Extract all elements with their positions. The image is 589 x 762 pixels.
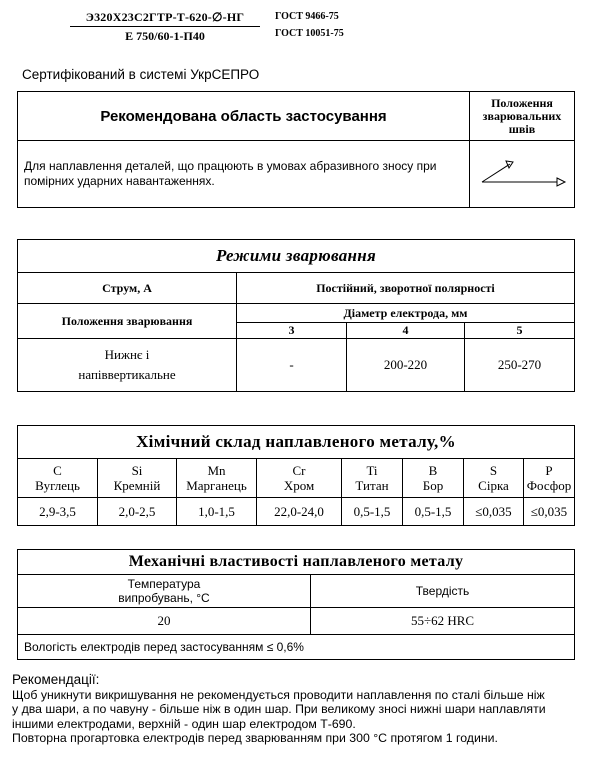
weld-position-arrows-icon xyxy=(472,152,572,192)
element-name: Титан xyxy=(355,478,389,493)
designation-line-1: Э320Х23С2ГТР-Т-620-∅-НГ xyxy=(70,10,260,27)
element-name: Сірка xyxy=(478,478,509,493)
application-table xyxy=(17,91,575,208)
electrode-moisture: Вологість електродів перед застосуванням ≤ 0,6% xyxy=(18,635,575,660)
recommendation-line: у два шари, а по чавуну - більше ніж в один шар. При великому зносі нижні шари наплавляти xyxy=(12,702,546,717)
element-cr xyxy=(257,459,342,498)
element-name: Кремній xyxy=(113,478,161,493)
weld-positions-title: Положення зварювальних швів xyxy=(470,92,575,141)
element-symbol: S xyxy=(489,463,498,478)
element-b xyxy=(403,459,464,498)
value-ti: 0,5-1,5 xyxy=(342,498,403,526)
certification-note: Сертифікований в системі УкрСЕПРО xyxy=(22,67,260,82)
element-name: Хром xyxy=(283,478,315,493)
element-symbol: Si xyxy=(131,463,143,478)
element-name: Вуглець xyxy=(35,478,80,493)
recommendations xyxy=(12,673,582,746)
element-p xyxy=(524,459,575,498)
element-name: Бор xyxy=(422,478,444,493)
recommendation-line: Щоб уникнути викришування не рекомендується проводити наплавлення по сталі більше ніж xyxy=(12,687,545,702)
test-temperature-value: 20 xyxy=(18,608,311,635)
value-cr: 22,0-24,0 xyxy=(257,498,342,526)
element-si xyxy=(98,459,177,498)
element-symbol: P xyxy=(545,463,553,478)
chemical-composition-table xyxy=(17,425,575,526)
designation-line-2: Е 750/60-1-П40 xyxy=(125,29,205,43)
element-symbol: C xyxy=(53,463,62,478)
hardness-label: Твердість xyxy=(311,575,575,608)
diameter-5: 5 xyxy=(465,323,575,339)
current-value: Постійний, зворотної полярності xyxy=(237,273,575,304)
element-name: Марганець xyxy=(186,478,247,493)
element-symbol: Ti xyxy=(366,463,378,478)
position-value: Нижнє і напіввертикальне xyxy=(18,339,237,392)
current-d3: - xyxy=(237,339,347,392)
mechanical-properties-table xyxy=(17,549,575,660)
diameter-4: 4 xyxy=(347,323,465,339)
value-c: 2,9-3,5 xyxy=(18,498,98,526)
element-symbol: Cr xyxy=(292,463,306,478)
value-si: 2,0-2,5 xyxy=(98,498,177,526)
element-s xyxy=(464,459,524,498)
position-label: Положення зварювання xyxy=(18,304,237,339)
value-s: ≤0,035 xyxy=(464,498,524,526)
application-title: Рекомендована область застосування xyxy=(18,92,470,141)
test-temperature-label: Температура випробувань, °С xyxy=(18,575,311,608)
recommendation-line: Повторна прогартовка електродів перед зварюванням при 300 °С протягом 1 години. xyxy=(12,731,498,746)
diameter-label: Діаметр електрода, мм xyxy=(237,304,575,323)
element-mn xyxy=(177,459,257,498)
recommendations-title: Рекомендації: xyxy=(12,672,100,687)
gost-standard-1: ГОСТ 9466-75 xyxy=(275,11,339,22)
value-b: 0,5-1,5 xyxy=(403,498,464,526)
electrode-designation xyxy=(70,10,260,44)
mechanical-title: Механічні властивості наплавленого металу xyxy=(18,550,575,575)
weld-position-cell xyxy=(470,141,575,208)
element-ti xyxy=(342,459,403,498)
welding-modes-title: Режими зварювання xyxy=(18,240,575,273)
gost-standard-2: ГОСТ 10051-75 xyxy=(275,28,344,39)
current-d4: 200-220 xyxy=(347,339,465,392)
diameter-3: 3 xyxy=(237,323,347,339)
element-symbol: Mn xyxy=(207,463,226,478)
current-d5: 250-270 xyxy=(465,339,575,392)
application-text: Для наплавлення деталей, що працюють в умовах абразивного зносу при помірних ударних навантаженнях. xyxy=(18,141,470,208)
value-p: ≤0,035 xyxy=(524,498,575,526)
element-c xyxy=(18,459,98,498)
welding-modes-table xyxy=(17,239,575,392)
element-symbol: B xyxy=(428,463,438,478)
value-mn: 1,0-1,5 xyxy=(177,498,257,526)
element-name: Фосфор xyxy=(526,478,572,493)
chemical-title: Хімічний склад наплавленого металу,% xyxy=(18,426,575,459)
current-label: Струм, А xyxy=(18,273,237,304)
recommendation-line: іншими електродами, верхній - один шар електродом Т-690. xyxy=(12,716,356,731)
hardness-value: 55÷62 HRC xyxy=(311,608,575,635)
